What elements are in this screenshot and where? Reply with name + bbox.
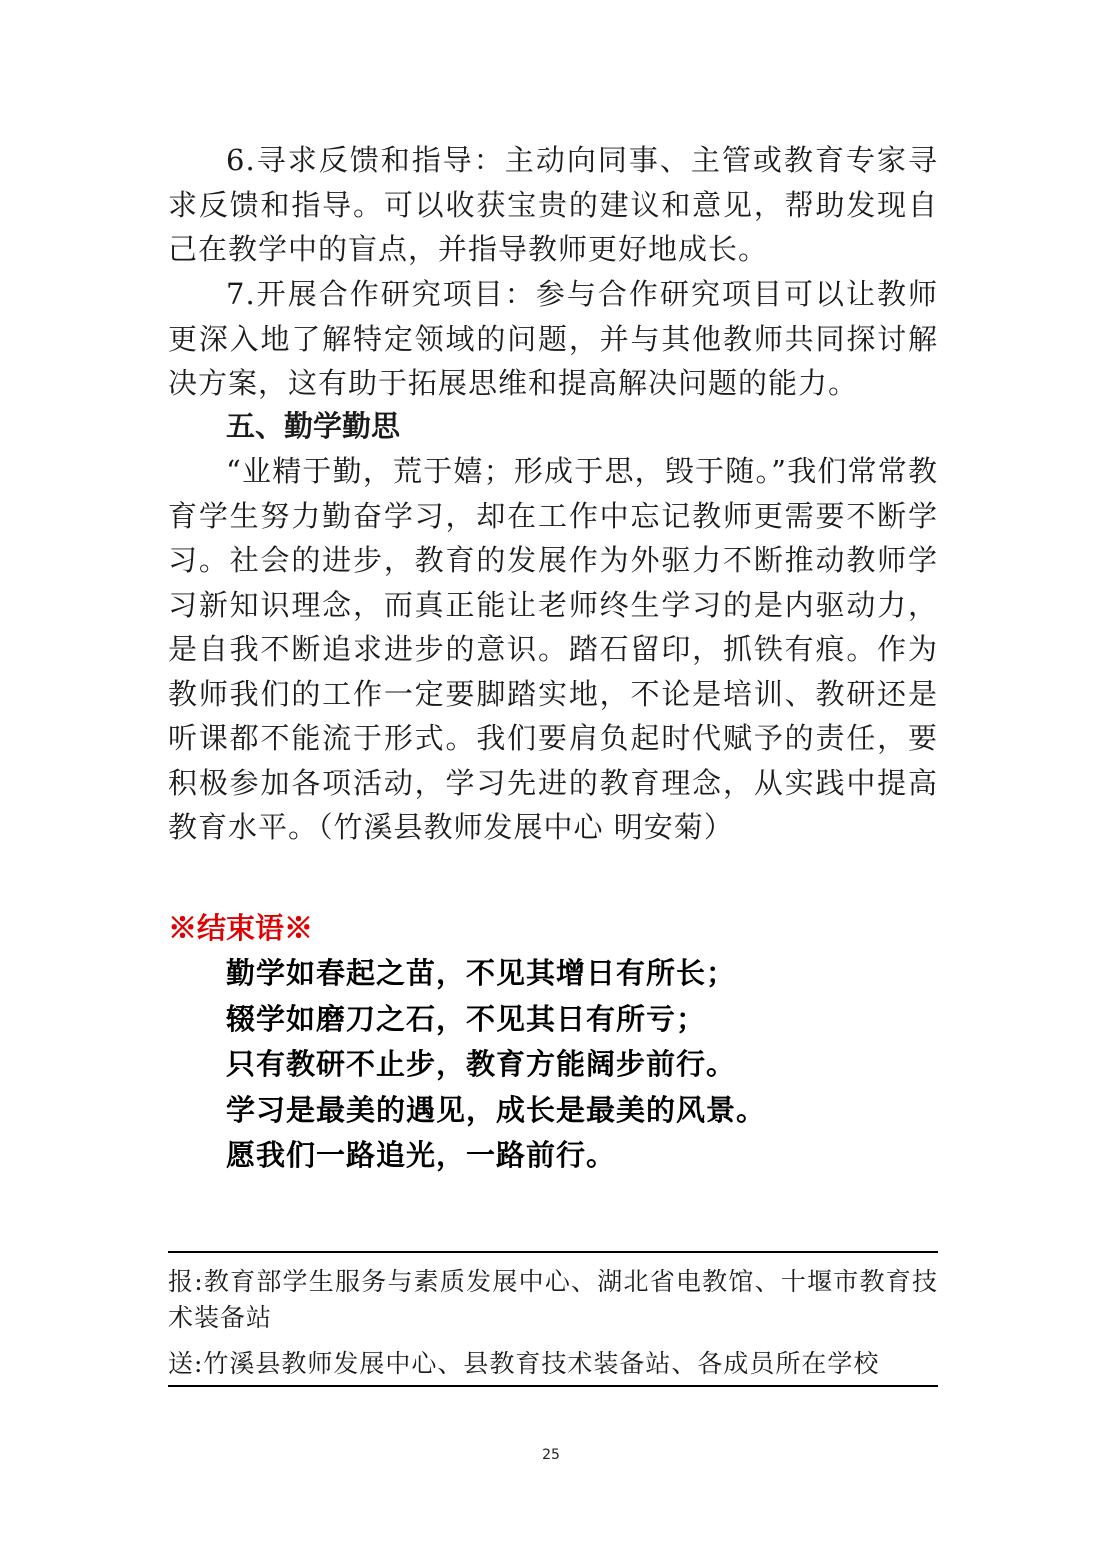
closing-line: 只有教研不止步，教育方能阔步前行。 bbox=[226, 1047, 737, 1081]
closing-title: ※结束语※ bbox=[168, 911, 314, 945]
paragraph-item-6: 6.寻求反馈和指导：主动向同事、主管或教育专家寻求反馈和指导。可以收获宝贵的建议和意见，帮助发现自己在教学中的盲点，并指导教师更好地成长。 bbox=[168, 143, 938, 266]
paragraph-item-7: 7.开展合作研究项目：参与合作研究项目可以让教师更深入地了解特定领域的问题，并与其他教师共同探讨解决方案，这有助于拓展思维和提高解决问题的能力。 bbox=[168, 277, 938, 400]
paragraph-section-5-body: “业精于勤，荒于嬉；形成于思，毁于随。”我们常常教育学生努力勤奋学习，却在工作中忘记教师更需要不断学习。社会的进步，教育的发展作为外驱力不断推动教师学习新知识理念，而真正能让老师终生学习的是内驱动力，是自我不断追求进步的意识。踏石留印，抓铁有痕。作为教师我们的工作一定要脚踏实地，不论是培训、教研还是听课都不能流于形式。我们要肩负起时代赋予的责任，要积极参加各项活动，学习先进的教育理念，从实践中提高教育水平。（竹溪县教师发展中心 明安菊） bbox=[168, 454, 938, 844]
closing-line: 辍学如磨刀之石，不见其日有所亏； bbox=[226, 1001, 707, 1036]
closing-line: 愿我们一路追光，一路前行。 bbox=[226, 1138, 617, 1172]
closing-line: 勤学如春起之苗，不见其增日有所长； bbox=[226, 956, 737, 990]
bottom-divider bbox=[168, 1385, 938, 1387]
distribution-report: 报:教育部学生服务与素质发展中心、湖北省电教馆、十堰市教育技术装备站 bbox=[168, 1267, 938, 1332]
closing-line: 学习是最美的遇见，成长是最美的风景。 bbox=[226, 1092, 767, 1127]
distribution-send: 送:竹溪县教师发展中心、县教育技术装备站、各成员所在学校 bbox=[168, 1349, 880, 1378]
section-heading-5: 五、勤学勤思 bbox=[226, 409, 401, 443]
closing-lines bbox=[226, 951, 766, 1179]
top-divider bbox=[168, 1251, 938, 1253]
page-number: 25 bbox=[542, 1447, 560, 1463]
